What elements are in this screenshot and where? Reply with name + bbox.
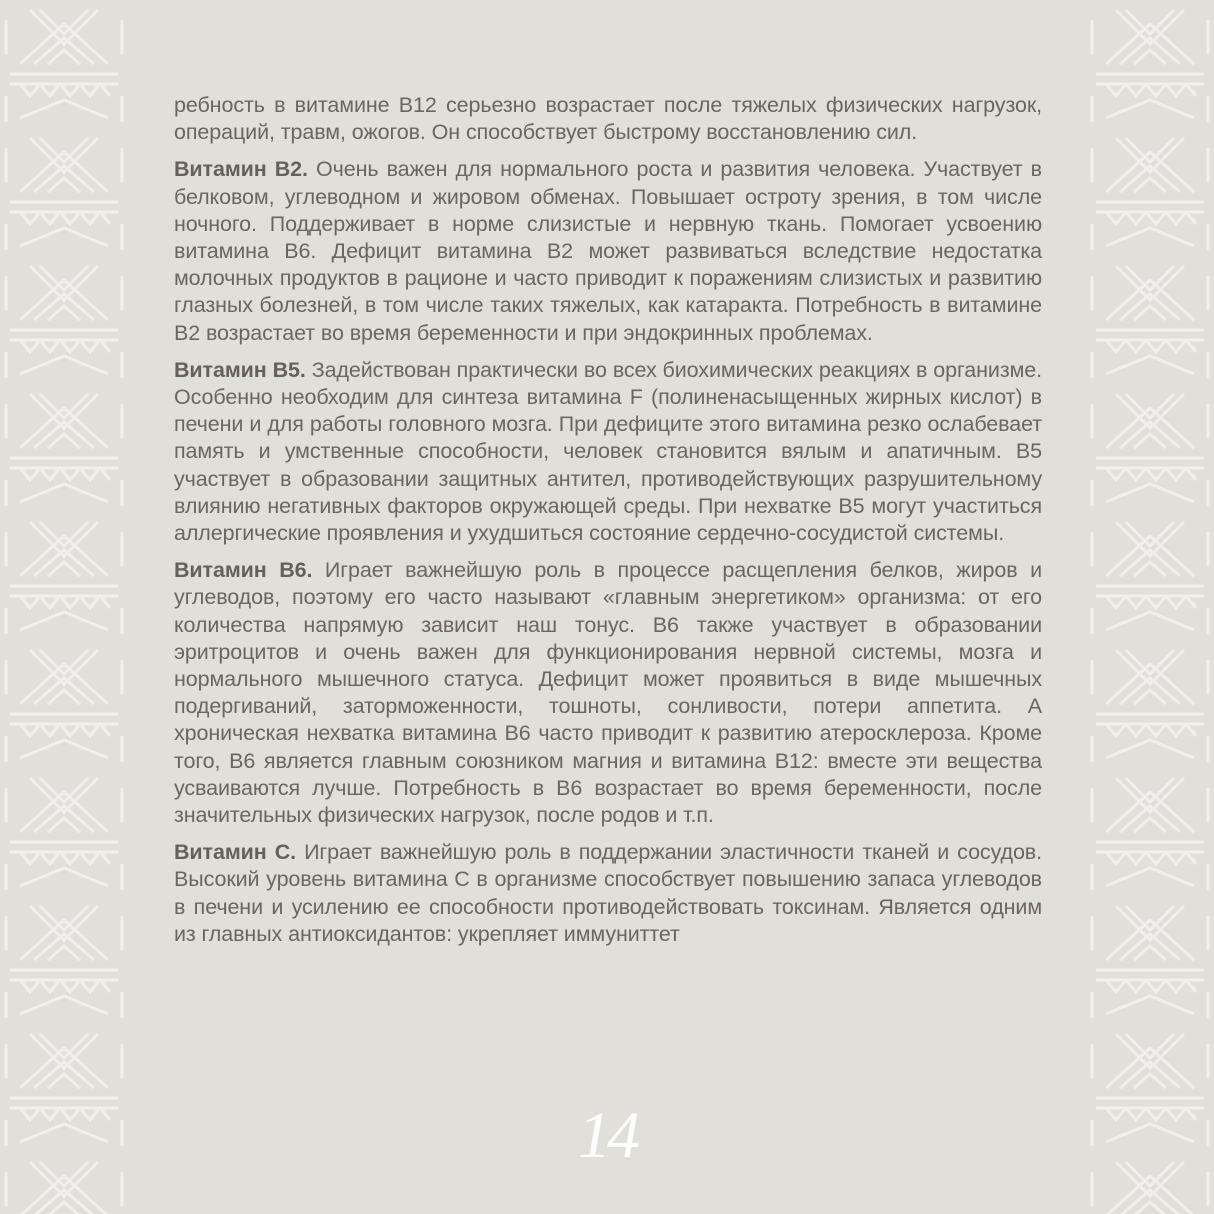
paragraph-heading: Витамин B5. [174,357,306,382]
paragraph-heading: Витамин C. [174,840,297,865]
paragraph-text: Задействован практически во всех биохимических реакциях в организме. Особенно необходим для синтеза витамина F (полиненасыщенных жирных кислот) в печени и для работы головного мозга. При дефиците этого витамина резко ослабевает память и умственные способности, человек становится вялым и апатичным. B5 участвует в образовании защитных антител, противодействующих разрушительному влиянию негативных факторов окружающей среды. При нехватке B5 могут участиться аллергические проявления и ухудшиться состояние сердечно-сосудистой системы. [174,357,1043,546]
paragraph-text: Очень важен для нормального роста и развития человека. Участвует в белковом, углеводном и жировом обменах. Повышает остроту зрения, в том числе ночного. Поддерживает в норме слизистые и нервную ткань. Помогает усвоению витамина B6. Дефицит витамина B2 может развиваться вследствие недостатка молочных продуктов в рационе и часто приводит к поражениям слизистых и развитию глазных болезней, в том числе таких тяжелых, как катаракта. Потребность в витамине B2 возрастает во время беременности и при эндокринных проблемах. [174,157,1042,345]
paragraph-heading: Витамин B2. [174,157,308,182]
paragraph-text: ребность в витамине B12 серьезно возрастает после тяжелых физических нагрузок, операций, травм, ожогов. Он способствует быстрому восстановлению сил. [174,93,1042,145]
folk-ornament-border-right [1086,0,1214,1214]
paragraph-text: Играет важнейшую роль в поддержании эластичности тканей и сосудов. Высокий уровень витамина C в организме способствует повышению запаса углеводов в печени и усилению ее способности противодействовать токсинам. Является одним из главных антиоксидантов: укрепляет иммуниттет [174,840,1043,946]
article-body [174,92,1042,958]
page-number: 14 [578,1099,636,1172]
paragraph-heading: Витамин B6. [174,558,313,583]
paragraph-text: Играет важнейшую роль в процессе расщепления белков, жиров и углеводов, поэтому его часто называют «главным энергетиком» организма: от его количества напрямую зависит наш тонус. B6 также участвует в образовании эритроцитов и очень важен для функционирования нервной системы, мозга и нормального мышечного статуса. Дефицит может проявиться в виде мышечных подергиваний, заторможенности, тошноты, сонливости, потери аппетита. А хроническая нехватка витамина B6 часто приводит к развитию атеросклероза. Кроме того, B6 является главным союзником магния и витамина B12: вместе эти вещества усваиваются лучше. Потребность в B6 возрастает во время беременности, после значительных физических нагрузок, после родов и т.п. [174,558,1042,828]
paragraph-vitamin-b6 [174,557,1042,829]
folk-ornament-border-left [0,0,128,1214]
paragraph-b12-continued [174,92,1042,146]
paragraph-vitamin-c [174,839,1042,948]
paragraph-vitamin-b2 [174,156,1042,346]
paragraph-vitamin-b5 [174,357,1042,547]
